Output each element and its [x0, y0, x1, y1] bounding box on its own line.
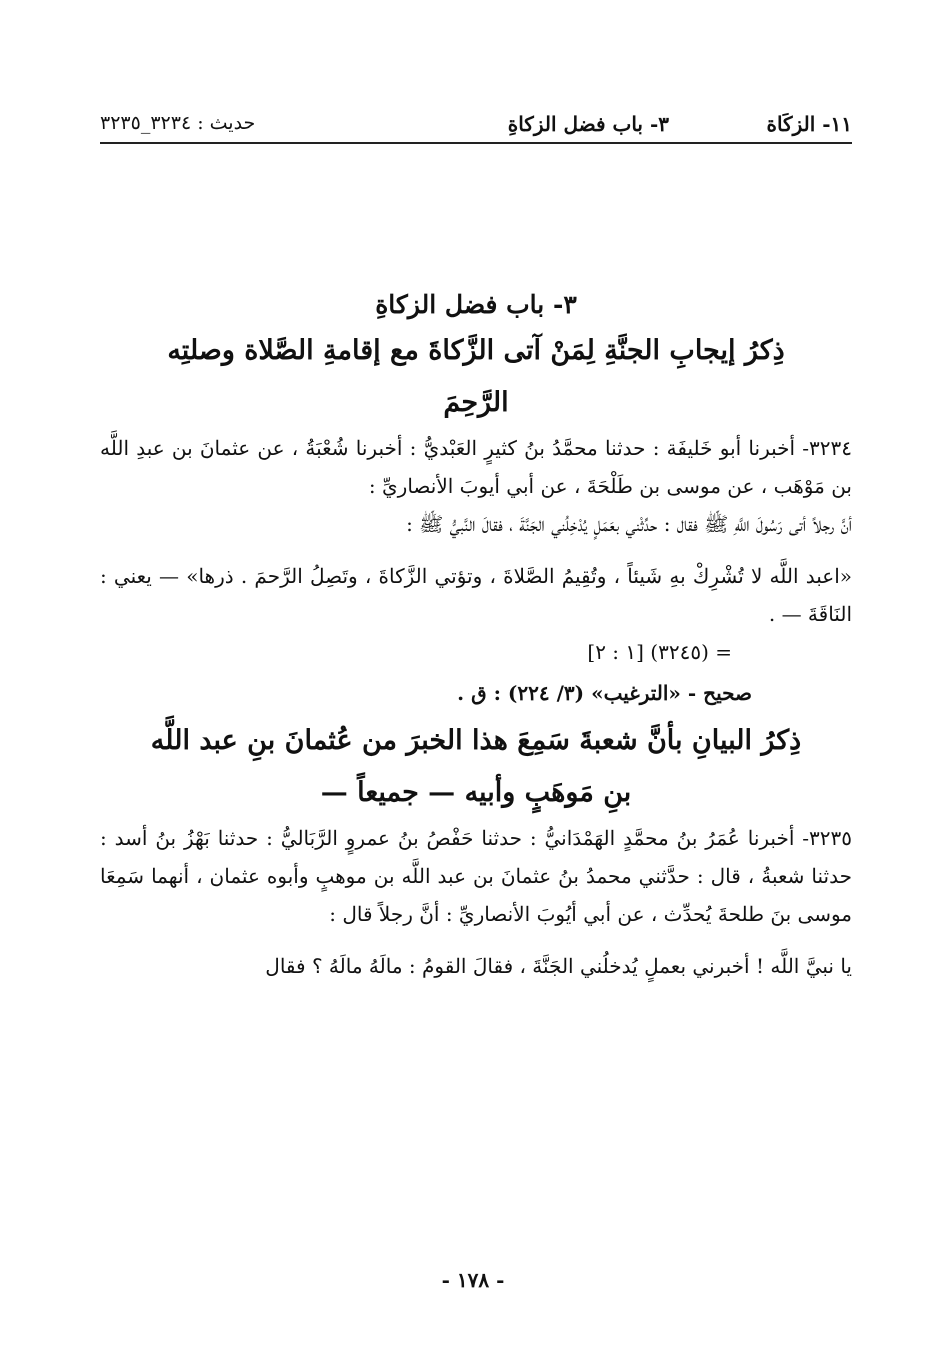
- section-title-header: ٣- باب فضل الزكاةِ: [507, 112, 669, 136]
- section-title: ٣- باب فضل الزكاةِ: [375, 290, 577, 319]
- chapter-title: ١١- الزكَاة: [766, 112, 852, 136]
- hadith-3235-text-1: يا نبيَّ اللَّه ! أخبرني بعملٍ يُدخلُني الجَنَّةَ ، فقالَ القومُ : مالَهُ مالَهُ ؟ فقال: [265, 954, 852, 978]
- main-text: [100, 290, 852, 985]
- hadith-3234-reference: = (٣٢٤٥) [١ : ٢]: [587, 640, 732, 664]
- chapter-heading-2: ذِكرُ البيانِ بأنَّ شعبةَ سَمِعَ هذا الخبرَ من عُثمانَ بنِ عبد اللَّه بنِ مَوهَبٍ وأبيه — جميعاً —: [150, 725, 802, 808]
- hadith-3234-text-1: أنَّ رجلاً أتى رَسُولَ اللَّهِ ﷺ فقال : حدِّثْني بعَمَلٍ يُدْخِلُني الجَنَّةَ ، فقالَ النَّبيُّ ﷺ :: [406, 512, 852, 536]
- chapter-heading-1: ذِكرُ إيجابِ الجنَّةِ لِمَنْ آتى الزَّكاةَ مع إقامةِ الصَّلاة وصلتِه الرَّحِمَ: [167, 335, 785, 418]
- hadith-3235-isnad: ٣٢٣٥- أخبرنا عُمَرُ بنُ محمَّدٍ الهَمْدَانيُّ : حدثنا حَفْصُ بنُ عمروٍ الرَّبَاليُّ : حدثنا بَهْزُ بنُ أسد : حدثنا شعبةُ ، قال : حدَّثني محمدُ بنُ عثمانَ بن عبد اللَّه بن موهبٍ وأبوه عثمان ، أنهما سَمِعَا موسى بنَ طلحةَ يُحدِّث ، عن أبي أيُوبَ الأنصاريِّ : أنَّ رجلاً قال :: [100, 826, 852, 926]
- running-head: [100, 108, 852, 144]
- hadith-3234-isnad: ٣٢٣٤- أخبرنا أبو خَليفَة : حدثنا محمَّدُ بنُ كثيرٍ العَبْديُّ : أخبرنا شُعْبَةُ ، عن عثمانَ بن عبدِ اللَّه بن مَوْهَب ، عن موسى بن طَلْحَةَ ، عن أبي أيوبَ الأنصاريِّ :: [100, 436, 852, 498]
- hadith-3234-grading: صحيح - «الترغيب» (٣/ ٢٢٤) : ق .: [457, 681, 752, 705]
- hadith-range: حديث : ٣٢٣٤_٣٢٣٥: [100, 112, 256, 134]
- hadith-3234-text-2: «اعبد اللَّه لا تُشْرِكْ بهِ شَيئاً ، وتُقِيمُ الصَّلاةَ ، وتؤتي الزَّكاةَ ، وتَصِلُ الرَّحمَ . ذرها» — يعني : النَاقَةَ — .: [100, 564, 852, 626]
- page-number: - ١٧٨ -: [441, 1268, 505, 1292]
